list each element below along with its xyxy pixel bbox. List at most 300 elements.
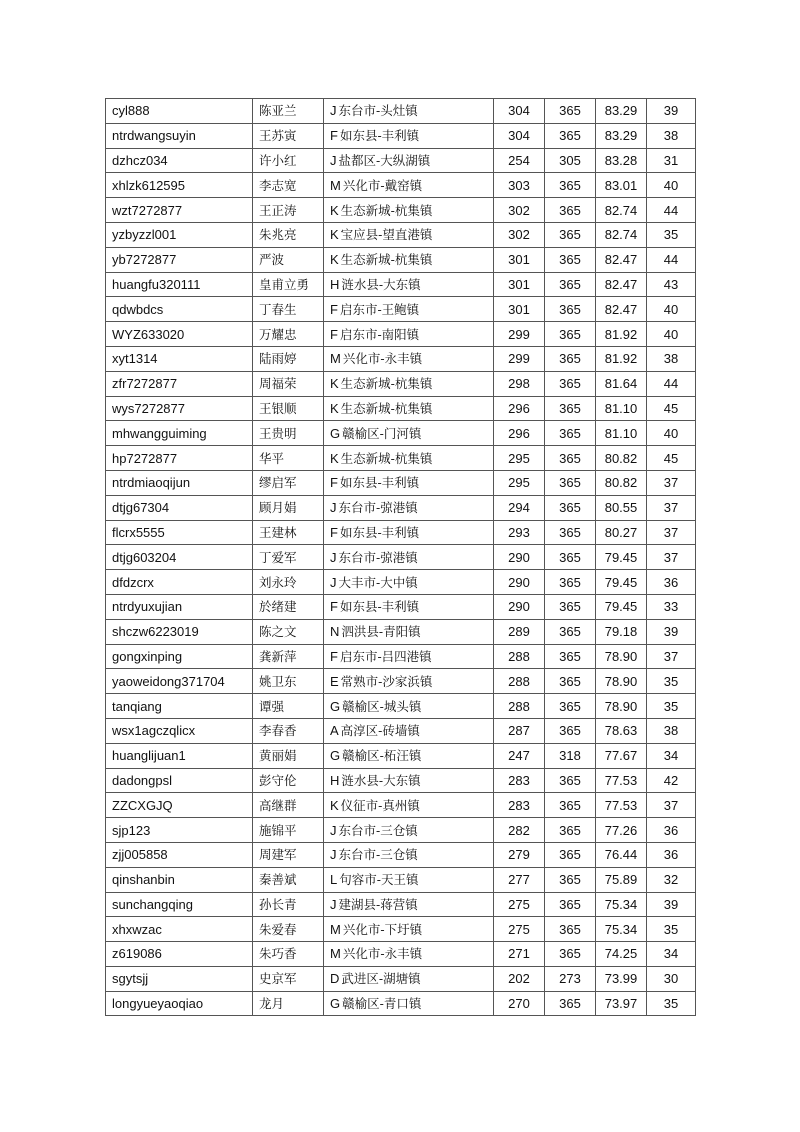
count-cell: 37 <box>647 644 696 669</box>
percent-cell: 75.34 <box>596 917 647 942</box>
percent-cell: 80.82 <box>596 446 647 471</box>
name-cell: 黄丽娟 <box>253 743 324 768</box>
region-place: 涟水县-大东镇 <box>341 276 421 292</box>
total-cell: 365 <box>545 570 596 595</box>
score-cell: 295 <box>494 446 545 471</box>
name-cell: 朱爱春 <box>253 917 324 942</box>
region-cell <box>324 123 494 148</box>
total-cell: 365 <box>545 793 596 818</box>
region-code: K <box>330 400 339 416</box>
region-code: J <box>330 822 337 838</box>
score-cell: 298 <box>494 371 545 396</box>
table-row <box>106 669 696 694</box>
ranking-table <box>105 98 696 1016</box>
count-cell: 45 <box>647 446 696 471</box>
total-cell: 365 <box>545 99 596 124</box>
percent-cell: 81.64 <box>596 371 647 396</box>
table-row <box>106 198 696 223</box>
count-cell: 38 <box>647 123 696 148</box>
table-row <box>106 446 696 471</box>
total-cell: 365 <box>545 495 596 520</box>
percent-cell: 79.45 <box>596 570 647 595</box>
total-cell: 365 <box>545 123 596 148</box>
name-cell: 陈亚兰 <box>253 99 324 124</box>
region-code: J <box>330 103 337 119</box>
score-cell: 296 <box>494 421 545 446</box>
username-cell: dtjg603204 <box>106 545 253 570</box>
score-cell: 275 <box>494 917 545 942</box>
username-cell: WYZ633020 <box>106 322 253 347</box>
region-place: 兴化市-戴窑镇 <box>342 177 423 193</box>
count-cell: 39 <box>647 619 696 644</box>
count-cell: 34 <box>647 942 696 967</box>
total-cell: 365 <box>545 297 596 322</box>
total-cell: 365 <box>545 818 596 843</box>
region-code: L <box>330 872 338 888</box>
percent-cell: 77.53 <box>596 793 647 818</box>
region-cell <box>324 446 494 471</box>
region-place: 东台市-弶港镇 <box>338 500 418 516</box>
username-cell: shczw6223019 <box>106 619 253 644</box>
percent-cell: 80.55 <box>596 495 647 520</box>
percent-cell: 82.47 <box>596 247 647 272</box>
name-cell: 龙月 <box>253 991 324 1016</box>
table-row <box>106 619 696 644</box>
username-cell: huanglijuan1 <box>106 743 253 768</box>
region-cell <box>324 718 494 743</box>
region-cell <box>324 594 494 619</box>
username-cell: qdwbdcs <box>106 297 253 322</box>
score-cell: 293 <box>494 520 545 545</box>
region-place: 如东县-丰利镇 <box>339 599 420 615</box>
percent-cell: 78.90 <box>596 644 647 669</box>
region-cell <box>324 371 494 396</box>
count-cell: 36 <box>647 842 696 867</box>
region-place: 生态新城-杭集镇 <box>340 252 433 268</box>
percent-cell: 78.63 <box>596 718 647 743</box>
username-cell: qinshanbin <box>106 867 253 892</box>
score-cell: 295 <box>494 470 545 495</box>
score-cell: 302 <box>494 222 545 247</box>
percent-cell: 82.47 <box>596 272 647 297</box>
region-code: K <box>330 450 339 466</box>
region-code: J <box>330 500 337 516</box>
region-place: 宝应县-望直港镇 <box>340 227 433 243</box>
region-place: 赣榆区-青口镇 <box>342 996 422 1012</box>
name-cell: 王建林 <box>253 520 324 545</box>
region-cell <box>324 942 494 967</box>
percent-cell: 75.89 <box>596 867 647 892</box>
score-cell: 271 <box>494 942 545 967</box>
region-place: 如东县-丰利镇 <box>339 128 420 144</box>
username-cell: huangfu320111 <box>106 272 253 297</box>
table-row <box>106 545 696 570</box>
total-cell: 365 <box>545 198 596 223</box>
username-cell: flcrx5555 <box>106 520 253 545</box>
count-cell: 39 <box>647 99 696 124</box>
table-row <box>106 148 696 173</box>
region-cell <box>324 470 494 495</box>
region-code: F <box>330 301 338 317</box>
percent-cell: 81.10 <box>596 421 647 446</box>
score-cell: 304 <box>494 123 545 148</box>
score-cell: 296 <box>494 396 545 421</box>
percent-cell: 79.45 <box>596 545 647 570</box>
name-cell: 李志宽 <box>253 173 324 198</box>
score-cell: 254 <box>494 148 545 173</box>
table-row <box>106 694 696 719</box>
percent-cell: 83.01 <box>596 173 647 198</box>
score-cell: 202 <box>494 966 545 991</box>
region-cell <box>324 793 494 818</box>
username-cell: ntrdyuxujian <box>106 594 253 619</box>
percent-cell: 77.53 <box>596 768 647 793</box>
score-cell: 282 <box>494 818 545 843</box>
region-place: 东台市-弶港镇 <box>338 549 418 565</box>
region-place: 建湖县-蒋营镇 <box>338 896 418 912</box>
region-cell <box>324 272 494 297</box>
score-cell: 301 <box>494 272 545 297</box>
name-cell: 皇甫立勇 <box>253 272 324 297</box>
username-cell: mhwangguiming <box>106 421 253 446</box>
name-cell: 朱巧香 <box>253 942 324 967</box>
region-place: 盐都区-大纵湖镇 <box>338 152 431 168</box>
count-cell: 40 <box>647 421 696 446</box>
region-code: F <box>330 128 338 144</box>
region-cell <box>324 198 494 223</box>
region-code: A <box>330 723 339 739</box>
table-row <box>106 470 696 495</box>
score-cell: 304 <box>494 99 545 124</box>
name-cell: 缪启军 <box>253 470 324 495</box>
count-cell: 30 <box>647 966 696 991</box>
name-cell: 姚卫东 <box>253 669 324 694</box>
region-code: M <box>330 921 341 937</box>
name-cell: 王苏寅 <box>253 123 324 148</box>
total-cell: 365 <box>545 520 596 545</box>
count-cell: 44 <box>647 198 696 223</box>
region-code: K <box>330 202 339 218</box>
username-cell: dfdzcrx <box>106 570 253 595</box>
count-cell: 36 <box>647 818 696 843</box>
table-row <box>106 322 696 347</box>
name-cell: 史京军 <box>253 966 324 991</box>
score-cell: 290 <box>494 594 545 619</box>
table-row <box>106 842 696 867</box>
score-cell: 301 <box>494 297 545 322</box>
username-cell: sjp123 <box>106 818 253 843</box>
username-cell: zfr7272877 <box>106 371 253 396</box>
count-cell: 34 <box>647 743 696 768</box>
score-cell: 301 <box>494 247 545 272</box>
name-cell: 许小红 <box>253 148 324 173</box>
region-cell <box>324 917 494 942</box>
username-cell: z619086 <box>106 942 253 967</box>
username-cell: cyl888 <box>106 99 253 124</box>
total-cell: 365 <box>545 421 596 446</box>
table-row <box>106 942 696 967</box>
table-row <box>106 966 696 991</box>
percent-cell: 74.25 <box>596 942 647 967</box>
username-cell: yb7272877 <box>106 247 253 272</box>
region-place: 兴化市-下圩镇 <box>342 921 423 937</box>
region-code: F <box>330 475 338 491</box>
table-row <box>106 718 696 743</box>
percent-cell: 77.67 <box>596 743 647 768</box>
score-cell: 289 <box>494 619 545 644</box>
count-cell: 40 <box>647 173 696 198</box>
score-cell: 275 <box>494 892 545 917</box>
name-cell: 万耀忠 <box>253 322 324 347</box>
username-cell: hp7272877 <box>106 446 253 471</box>
username-cell: sunchangqing <box>106 892 253 917</box>
region-place: 生态新城-杭集镇 <box>340 450 433 466</box>
table-row <box>106 495 696 520</box>
table-row <box>106 570 696 595</box>
percent-cell: 79.18 <box>596 619 647 644</box>
count-cell: 43 <box>647 272 696 297</box>
count-cell: 35 <box>647 669 696 694</box>
region-place: 大丰市-大中镇 <box>338 574 418 590</box>
name-cell: 王正涛 <box>253 198 324 223</box>
region-place: 仪征市-真州镇 <box>340 797 420 813</box>
count-cell: 39 <box>647 892 696 917</box>
total-cell: 365 <box>545 867 596 892</box>
region-place: 东台市-三仓镇 <box>338 847 418 863</box>
table-row <box>106 99 696 124</box>
name-cell: 龚新萍 <box>253 644 324 669</box>
score-cell: 283 <box>494 768 545 793</box>
region-cell <box>324 520 494 545</box>
percent-cell: 82.74 <box>596 198 647 223</box>
table-row <box>106 892 696 917</box>
score-cell: 294 <box>494 495 545 520</box>
name-cell: 陆雨婷 <box>253 346 324 371</box>
table-row <box>106 991 696 1016</box>
region-place: 高淳区-砖墙镇 <box>340 723 420 739</box>
percent-cell: 73.97 <box>596 991 647 1016</box>
region-cell <box>324 173 494 198</box>
region-code: J <box>330 152 337 168</box>
region-cell <box>324 99 494 124</box>
username-cell: xhlzk612595 <box>106 173 253 198</box>
total-cell: 365 <box>545 346 596 371</box>
total-cell: 365 <box>545 942 596 967</box>
table-row <box>106 743 696 768</box>
name-cell: 朱兆亮 <box>253 222 324 247</box>
name-cell: 高继群 <box>253 793 324 818</box>
table-row <box>106 644 696 669</box>
count-cell: 35 <box>647 222 696 247</box>
count-cell: 44 <box>647 247 696 272</box>
total-cell: 365 <box>545 892 596 917</box>
name-cell: 周建军 <box>253 842 324 867</box>
name-cell: 李春香 <box>253 718 324 743</box>
percent-cell: 83.29 <box>596 123 647 148</box>
total-cell: 365 <box>545 247 596 272</box>
username-cell: wys7272877 <box>106 396 253 421</box>
region-place: 东台市-三仓镇 <box>338 822 418 838</box>
name-cell: 周福荣 <box>253 371 324 396</box>
region-place: 兴化市-永丰镇 <box>342 946 423 962</box>
count-cell: 37 <box>647 470 696 495</box>
score-cell: 288 <box>494 694 545 719</box>
region-code: G <box>330 748 341 764</box>
total-cell: 365 <box>545 768 596 793</box>
table-row <box>106 222 696 247</box>
score-cell: 290 <box>494 545 545 570</box>
username-cell: xyt1314 <box>106 346 253 371</box>
region-code: G <box>330 425 341 441</box>
region-place: 启东市-吕四港镇 <box>339 648 432 664</box>
username-cell: ntrdwangsuyin <box>106 123 253 148</box>
region-cell <box>324 619 494 644</box>
count-cell: 35 <box>647 694 696 719</box>
region-place: 句容市-天王镇 <box>339 872 419 888</box>
total-cell: 365 <box>545 644 596 669</box>
count-cell: 38 <box>647 718 696 743</box>
score-cell: 270 <box>494 991 545 1016</box>
username-cell: ntrdmiaoqijun <box>106 470 253 495</box>
region-code: N <box>330 624 340 640</box>
region-place: 生态新城-杭集镇 <box>340 202 433 218</box>
score-cell: 290 <box>494 570 545 595</box>
count-cell: 32 <box>647 867 696 892</box>
score-cell: 287 <box>494 718 545 743</box>
region-code: F <box>330 648 338 664</box>
table-row <box>106 818 696 843</box>
name-cell: 王银顺 <box>253 396 324 421</box>
count-cell: 40 <box>647 322 696 347</box>
percent-cell: 75.34 <box>596 892 647 917</box>
total-cell: 365 <box>545 718 596 743</box>
count-cell: 38 <box>647 346 696 371</box>
name-cell: 刘永玲 <box>253 570 324 595</box>
name-cell: 谭强 <box>253 694 324 719</box>
region-code: M <box>330 351 341 367</box>
region-cell <box>324 743 494 768</box>
region-code: F <box>330 326 338 342</box>
score-cell: 283 <box>494 793 545 818</box>
region-code: J <box>330 549 337 565</box>
count-cell: 37 <box>647 793 696 818</box>
score-cell: 303 <box>494 173 545 198</box>
username-cell: sgytsjj <box>106 966 253 991</box>
username-cell: dadongpsl <box>106 768 253 793</box>
table-row <box>106 768 696 793</box>
username-cell: yaoweidong371704 <box>106 669 253 694</box>
name-cell: 孙长青 <box>253 892 324 917</box>
region-cell <box>324 396 494 421</box>
region-code: F <box>330 599 338 615</box>
name-cell: 丁春生 <box>253 297 324 322</box>
score-cell: 288 <box>494 669 545 694</box>
percent-cell: 83.29 <box>596 99 647 124</box>
username-cell: yzbyzzl001 <box>106 222 253 247</box>
score-cell: 279 <box>494 842 545 867</box>
percent-cell: 83.28 <box>596 148 647 173</box>
percent-cell: 80.82 <box>596 470 647 495</box>
region-cell <box>324 892 494 917</box>
username-cell: wsx1agczqlicx <box>106 718 253 743</box>
count-cell: 37 <box>647 495 696 520</box>
table-row <box>106 594 696 619</box>
total-cell: 273 <box>545 966 596 991</box>
count-cell: 35 <box>647 917 696 942</box>
percent-cell: 78.90 <box>596 669 647 694</box>
region-place: 泗洪县-青阳镇 <box>341 624 421 640</box>
percent-cell: 81.10 <box>596 396 647 421</box>
region-cell <box>324 148 494 173</box>
percent-cell: 82.47 <box>596 297 647 322</box>
region-place: 东台市-头灶镇 <box>338 103 418 119</box>
percent-cell: 79.45 <box>596 594 647 619</box>
region-place: 常熟市-沙家浜镇 <box>340 673 433 689</box>
region-cell <box>324 644 494 669</box>
total-cell: 365 <box>545 173 596 198</box>
name-cell: 严波 <box>253 247 324 272</box>
table-row <box>106 793 696 818</box>
region-cell <box>324 421 494 446</box>
total-cell: 365 <box>545 222 596 247</box>
total-cell: 365 <box>545 396 596 421</box>
percent-cell: 76.44 <box>596 842 647 867</box>
region-place: 武进区-湖塘镇 <box>341 971 421 987</box>
name-cell: 於绪建 <box>253 594 324 619</box>
region-code: F <box>330 524 338 540</box>
total-cell: 365 <box>545 470 596 495</box>
count-cell: 33 <box>647 594 696 619</box>
percent-cell: 80.27 <box>596 520 647 545</box>
region-code: M <box>330 177 341 193</box>
total-cell: 365 <box>545 842 596 867</box>
table-row <box>106 421 696 446</box>
username-cell: wzt7272877 <box>106 198 253 223</box>
region-cell <box>324 495 494 520</box>
percent-cell: 78.90 <box>596 694 647 719</box>
name-cell: 王贵明 <box>253 421 324 446</box>
table-row <box>106 867 696 892</box>
score-cell: 299 <box>494 346 545 371</box>
region-place: 如东县-丰利镇 <box>339 524 420 540</box>
region-cell <box>324 818 494 843</box>
score-cell: 302 <box>494 198 545 223</box>
percent-cell: 77.26 <box>596 818 647 843</box>
name-cell: 施锦平 <box>253 818 324 843</box>
region-place: 生态新城-杭集镇 <box>340 376 433 392</box>
region-place: 赣榆区-城头镇 <box>342 698 422 714</box>
region-code: K <box>330 376 339 392</box>
total-cell: 305 <box>545 148 596 173</box>
region-code: G <box>330 996 341 1012</box>
username-cell: gongxinping <box>106 644 253 669</box>
region-place: 启东市-王鲍镇 <box>339 301 420 317</box>
region-cell <box>324 694 494 719</box>
region-cell <box>324 545 494 570</box>
count-cell: 45 <box>647 396 696 421</box>
score-cell: 247 <box>494 743 545 768</box>
region-place: 兴化市-永丰镇 <box>342 351 423 367</box>
name-cell: 陈之文 <box>253 619 324 644</box>
total-cell: 365 <box>545 694 596 719</box>
count-cell: 37 <box>647 520 696 545</box>
table-body <box>106 99 696 1016</box>
count-cell: 40 <box>647 297 696 322</box>
total-cell: 365 <box>545 991 596 1016</box>
table-row <box>106 371 696 396</box>
total-cell: 365 <box>545 322 596 347</box>
region-cell <box>324 991 494 1016</box>
